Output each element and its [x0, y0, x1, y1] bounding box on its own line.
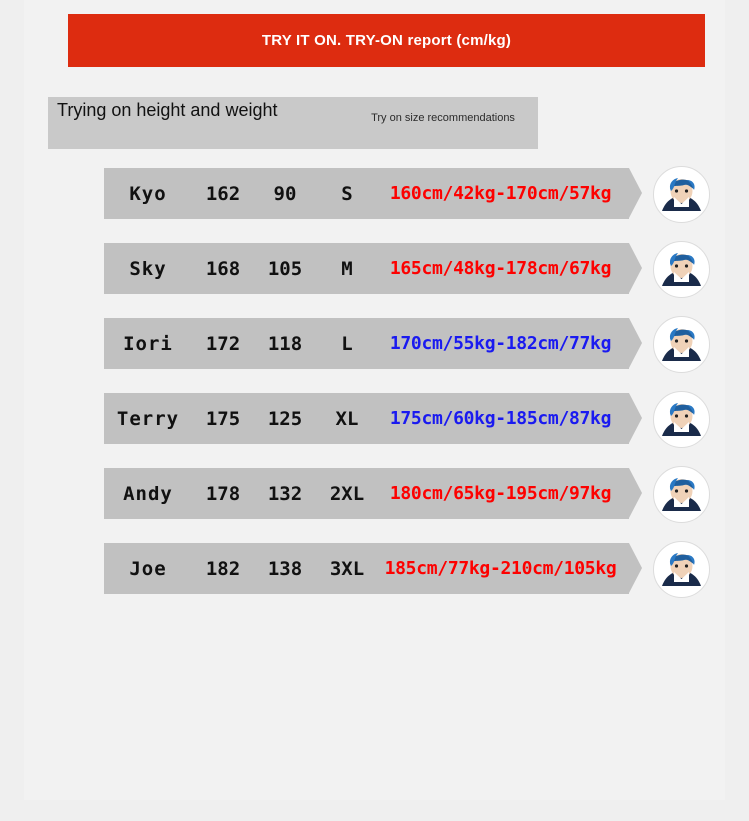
cell-name: Andy: [123, 482, 173, 505]
table-row: [24, 168, 725, 243]
cell-weight: 138: [267, 557, 303, 580]
cell-name: Joe: [129, 557, 167, 580]
row-bar: [104, 468, 629, 519]
content-sheet: [24, 0, 725, 800]
avatar: [653, 241, 710, 298]
cell-recommendation: 160cm/42kg-170cm/57kg: [389, 183, 612, 204]
cell-size: S: [341, 182, 353, 205]
cell-recommendation: 180cm/65kg-195cm/97kg: [389, 483, 612, 504]
avatar: [653, 166, 710, 223]
row-arrow-icon: [629, 243, 642, 293]
cell-name: Sky: [129, 257, 167, 280]
cell-height: 178: [205, 482, 241, 505]
cell-size: L: [341, 332, 353, 355]
row-arrow-icon: [629, 468, 642, 518]
row-arrow-icon: [629, 393, 642, 443]
cell-name: Terry: [116, 407, 180, 430]
cell-size: 2XL: [329, 482, 365, 505]
title-banner: [68, 14, 705, 67]
cell-recommendation: 165cm/48kg-178cm/67kg: [389, 258, 612, 279]
row-bar: [104, 543, 629, 594]
table-row: [24, 543, 725, 618]
cell-recommendation: 185cm/77kg-210cm/105kg: [384, 558, 617, 579]
table-row: [24, 468, 725, 543]
cell-weight: 118: [267, 332, 303, 355]
cell-height: 168: [205, 257, 241, 280]
row-arrow-icon: [629, 543, 642, 593]
row-bar: [104, 318, 629, 369]
row-bar: [104, 243, 629, 294]
cell-name: Iori: [123, 332, 173, 355]
try-on-table: [24, 168, 725, 618]
cell-recommendation: 175cm/60kg-185cm/87kg: [389, 408, 612, 429]
table-row: [24, 393, 725, 468]
cell-height: 182: [205, 557, 241, 580]
row-bar: [104, 168, 629, 219]
avatar: [653, 316, 710, 373]
avatar: [653, 391, 710, 448]
row-arrow-icon: [629, 318, 642, 368]
cell-weight: 105: [267, 257, 303, 280]
cell-size: XL: [335, 407, 359, 430]
header-label-size-reco: Try on size recommendations: [371, 112, 515, 124]
cell-weight: 132: [267, 482, 303, 505]
avatar: [653, 541, 710, 598]
cell-weight: 125: [267, 407, 303, 430]
page-title: TRY IT ON. TRY-ON report (cm/kg): [261, 32, 512, 49]
table-row: [24, 243, 725, 318]
avatar: [653, 466, 710, 523]
cell-name: Kyo: [129, 182, 167, 205]
table-row: [24, 318, 725, 393]
row-bar: [104, 393, 629, 444]
cell-size: M: [341, 257, 353, 280]
cell-height: 172: [205, 332, 241, 355]
header-label-height-weight: Trying on height and weight: [57, 100, 278, 120]
cell-size: 3XL: [329, 557, 365, 580]
row-arrow-icon: [629, 168, 642, 218]
cell-recommendation: 170cm/55kg-182cm/77kg: [389, 333, 612, 354]
cell-height: 162: [205, 182, 241, 205]
cell-height: 175: [205, 407, 241, 430]
cell-weight: 90: [273, 182, 297, 205]
